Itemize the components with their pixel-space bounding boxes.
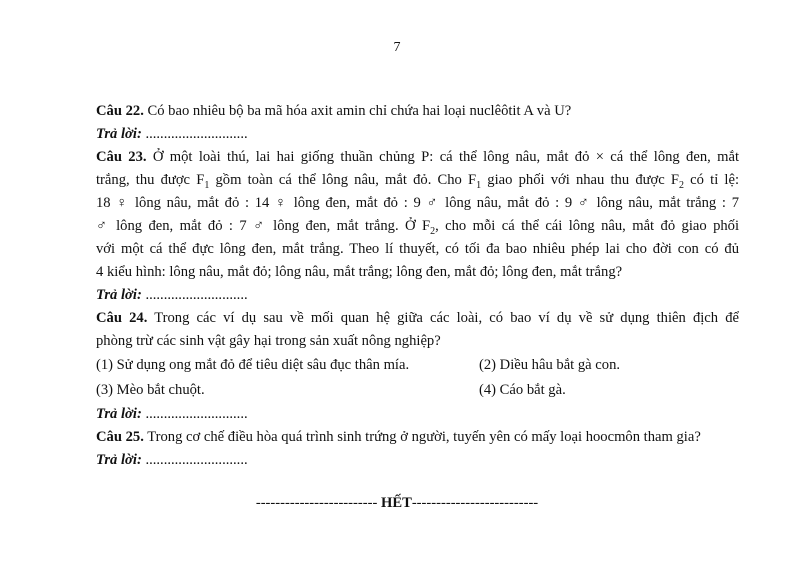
- answer-blank: ............................: [141, 406, 248, 422]
- end-dashes-right: --------------------------: [411, 495, 539, 511]
- page-number: 7: [393, 40, 401, 55]
- answer-label: Trả lời:: [96, 406, 142, 422]
- question-line: trắng, thu được $F_1$ gồm toàn cá thể lông nâu, mắt đỏ. Cho $F_1$ giao phối với nhau thu được $F_2$ có tỉ lệ:: [96, 172, 740, 191]
- question-text: Có bao nhiêu bộ ba mã hóa axit amin chỉ chứa hai loại nuclêôtit A và U?: [143, 103, 572, 119]
- question-line: 4 kiểu hình: lông nâu, mắt đỏ; lông nâu, mắt trắng; lông đen, mắt đỏ; lông đen, mắt trắng?: [96, 264, 623, 280]
- question-text: Trong cơ chế điều hòa quá trình sinh trứng ở người, tuyến yên có mấy loại hoocmôn tham gia?: [143, 429, 701, 445]
- question-label: Câu 24.: [96, 310, 148, 326]
- answer-label: Trả lời:: [96, 452, 142, 468]
- answer-line-25: [96, 449, 739, 472]
- options-grid: [96, 353, 739, 403]
- question-24: [96, 307, 739, 403]
- option-2: (2) Diều hâu bắt gà con.: [479, 357, 621, 373]
- question-25: [96, 426, 739, 449]
- question-label: Câu 23.: [96, 149, 147, 165]
- question-line: với một cá thể đực lông đen, mắt trắng. Theo lí thuyết, có tối đa bao nhiêu phép lai cho đời con có đủ: [96, 241, 739, 257]
- answer-line-22: [96, 123, 739, 146]
- end-word: HẾT: [380, 495, 412, 511]
- question-line: Câu 24. Trong các ví dụ sau về mối quan hệ giữa các loài, có bao ví dụ về sử dụng thiên địch để: [96, 310, 739, 326]
- answer-line-24: [96, 403, 739, 426]
- answer-blank: ............................: [141, 287, 248, 303]
- question-line: 18 ♀ lông nâu, mắt đỏ : 14 ♀ lông đen, mắt đỏ : 9 ♂ lông nâu, mắt đỏ : 9 ♂ lông nâu, mắt trắng : 7: [96, 195, 739, 211]
- option-1: (1) Sử dụng ong mắt đỏ để tiêu diệt sâu đục thân mía.: [96, 357, 410, 373]
- answer-blank: ............................: [141, 126, 248, 142]
- question-label: Câu 22.: [96, 103, 144, 119]
- end-dashes-left: -------------------------: [255, 495, 381, 511]
- answer-line-23: [96, 284, 739, 307]
- end-marker: [0, 495, 794, 512]
- question-22: [96, 100, 739, 123]
- question-23: [96, 146, 739, 284]
- answer-blank: ............................: [141, 452, 248, 468]
- question-label: Câu 25.: [96, 429, 144, 445]
- option-3: (3) Mèo bắt chuột.: [96, 382, 205, 398]
- option-4: (4) Cáo bắt gà.: [479, 382, 566, 398]
- answer-label: Trả lời:: [96, 126, 142, 142]
- question-list: [96, 100, 739, 472]
- question-line: phòng trừ các sinh vật gây hại trong sản xuất nông nghiệp?: [96, 333, 441, 349]
- question-line: ♂ lông đen, mắt đỏ : 7 ♂ lông đen, mắt trắng. Ở $F_2$, cho mỗi cá thể cái lông nâu, mắt đỏ giao phối: [96, 218, 740, 237]
- question-line: Câu 23. Ở một loài thú, lai hai giống thuần chủng P: cá thể lông nâu, mắt đỏ × cá thể lông đen, mắt: [96, 149, 740, 165]
- answer-label: Trả lời:: [96, 287, 142, 303]
